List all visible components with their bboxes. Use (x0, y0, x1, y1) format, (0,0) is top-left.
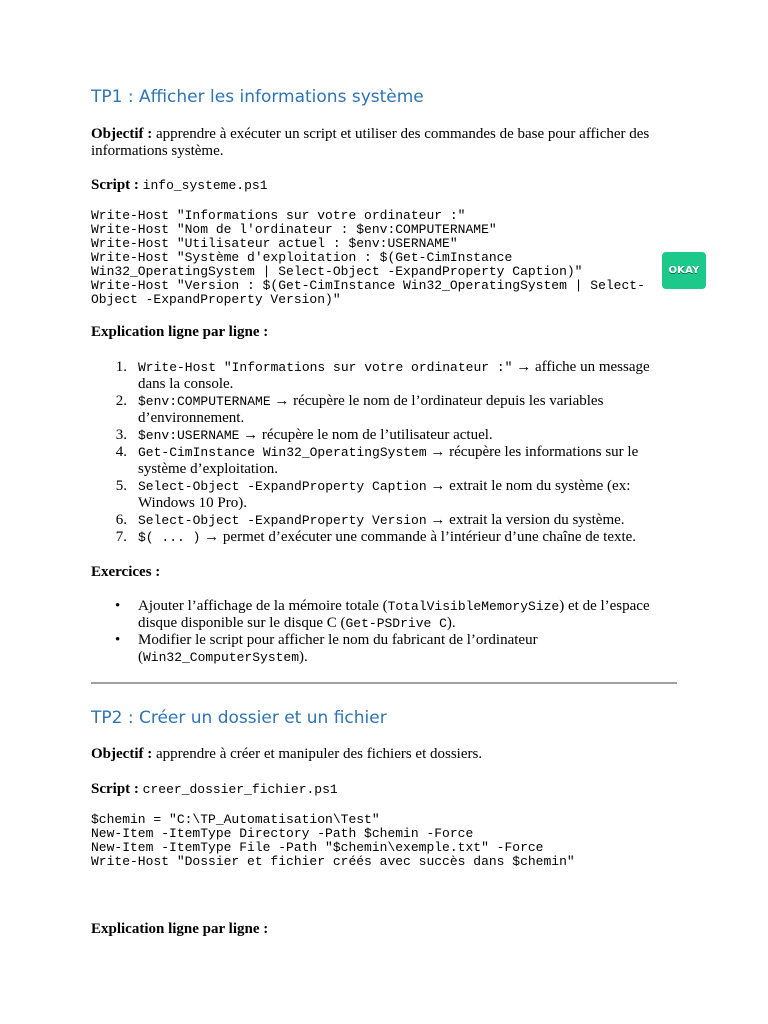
list-text: → récupère les informations sur le système d’exploitation. (138, 444, 639, 477)
tp1-exercises-heading-text: Exercices : (91, 564, 161, 580)
inline-code: TotalVisibleMemorySize (387, 599, 560, 614)
tp2-title: TP2 : Créer un dossier et un fichier (91, 708, 387, 728)
list-item (91, 598, 651, 632)
inline-code: Write-Host "Informations sur votre ordinateur :" (138, 360, 513, 375)
list-item (91, 444, 651, 478)
list-text: → permet d’exécuter une commande à l’intérieur d’une chaîne de texte. (200, 529, 637, 545)
list-text: → affiche un message dans la console. (138, 359, 650, 392)
tp2-objective-text: apprendre à créer et manipuler des fichiers et dossiers. (152, 746, 483, 762)
list-number: 7. (115, 529, 127, 545)
list-item (91, 529, 651, 546)
list-text: → récupère le nom de l’utilisateur actuel. (239, 427, 493, 443)
tp1-script-label: Script : (91, 177, 139, 193)
list-item (91, 512, 651, 529)
list-number: 3. (115, 427, 127, 443)
list-number: 5. (115, 478, 127, 494)
tp1-objective-label: Objectif : (91, 126, 153, 142)
list-item (91, 427, 651, 444)
tp1-explanation-heading (91, 324, 681, 341)
list-text: ). (299, 649, 308, 665)
tp1-exercises-heading (91, 564, 681, 581)
list-text: ) et de l’espace disque disponible sur le disque C ( (138, 598, 650, 631)
list-text: Modifier le script pour afficher le nom du fabricant de l’ordinateur ( (138, 632, 538, 665)
list-item (91, 359, 651, 393)
inline-code: $( ... ) (138, 530, 201, 545)
inline-code: Select-Object -ExpandProperty Version (138, 513, 427, 528)
tp2-objective (91, 746, 681, 763)
tp2-script-line (91, 781, 681, 798)
list-text: → extrait la version du système. (426, 512, 625, 528)
inline-code: Win32_ComputerSystem (143, 650, 300, 665)
tp2-objective-label: Objectif : (91, 746, 153, 762)
list-item (91, 393, 651, 427)
inline-code: Get-PSDrive C (345, 616, 447, 631)
tp1-script-name: info_systeme.ps1 (142, 178, 268, 193)
list-number: 2. (115, 393, 127, 409)
tp2-code-block: $chemin = "C:\TP_Automatisation\Test" New-Item -ItemType Directory -Path $chemin -Force New-Item -ItemType File -Path "$chemin\exemple.txt" -Force Write-Host "Dossier et fichier créés avec succès dans $chemin" (91, 812, 575, 869)
list-number: 4. (115, 444, 127, 460)
list-number: 6. (115, 512, 127, 528)
tp1-objective-text: apprendre à exécuter un script et utiliser des commandes de base pour afficher des informations système. (91, 126, 650, 159)
bullet: • (115, 598, 121, 614)
okay-badge[interactable]: OKAY (662, 252, 706, 289)
list-text: → récupère le nom de l’ordinateur depuis les variables d’environnement. (138, 393, 604, 426)
inline-code: $env:USERNAME (138, 428, 240, 443)
inline-code: $env:COMPUTERNAME (138, 394, 271, 409)
tp1-code-block: Write-Host "Informations sur votre ordinateur :" Write-Host "Nom de l'ordinateur : $env:COMPUTERNAME" Write-Host "Utilisateur actuel : $env:USERNAME" Write-Host "Système d'exploitation : $(Get-CimInstance Win32_OperatingSystem | Select-Object -ExpandProperty Caption)" Write-Host "Version : $(Get-CimInstance Win32_OperatingSystem | Select- Object -ExpandProperty Version)" (91, 208, 645, 307)
list-text: ). (446, 615, 456, 631)
tp2-explanation-heading (91, 921, 681, 938)
list-item (91, 478, 651, 512)
section-divider (91, 682, 677, 684)
tp1-title: TP1 : Afficher les informations système (91, 87, 424, 107)
tp1-exercises-list (91, 598, 651, 666)
tp1-script-line (91, 177, 681, 194)
tp2-explanation-heading-text: Explication ligne par ligne : (91, 921, 269, 937)
list-text: Ajouter l’affichage de la mémoire totale ( (138, 598, 388, 614)
tp1-objective (91, 126, 681, 160)
tp2-script-label: Script : (91, 781, 139, 797)
list-number: 1. (115, 359, 127, 375)
list-text: → extrait le nom du système (ex: Windows 10 Pro). (138, 478, 631, 511)
tp1-explanation-heading-text: Explication ligne par ligne : (91, 324, 269, 340)
inline-code: Select-Object -ExpandProperty Caption (138, 479, 427, 494)
bullet: • (115, 632, 121, 648)
tp2-script-name: creer_dossier_fichier.ps1 (142, 782, 338, 797)
list-item (91, 632, 651, 666)
inline-code: Get-CimInstance Win32_OperatingSystem (138, 445, 427, 460)
tp1-steps-list (91, 359, 651, 546)
